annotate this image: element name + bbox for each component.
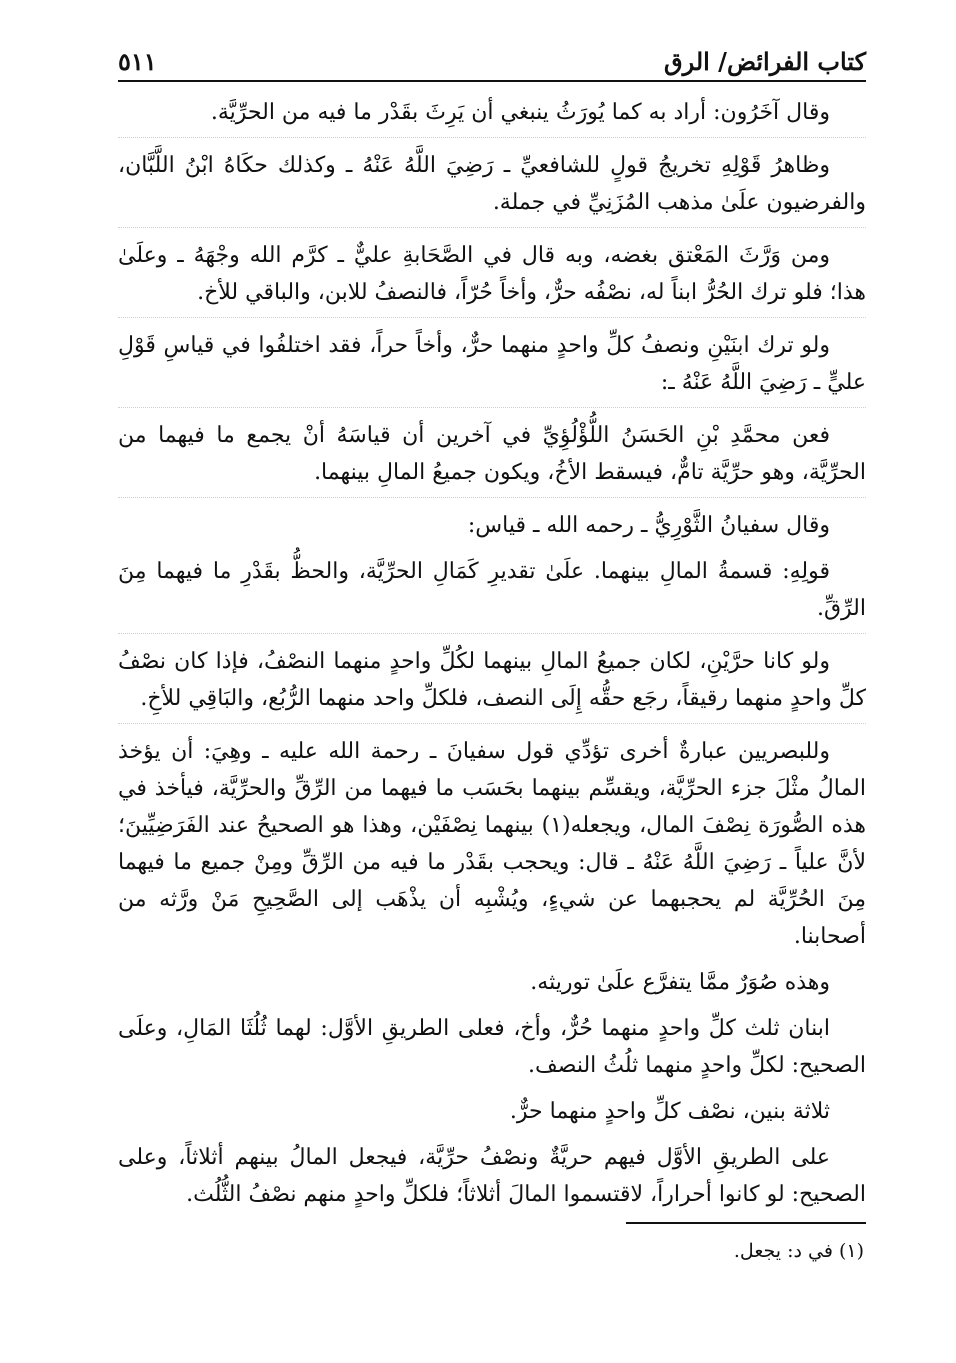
paragraph: ابنان ثلث كلِّ واحدٍ منهما حُرٌّ، وأخ، فعلى الطريقِ الأوَّل: لهما ثُلُثَا المَالِ، وعلَى الصحيح: لكلِّ واحدٍ منهما ثلُثُ النصف. [118,1016,866,1078]
paragraph: ولو كانا حرَّيْنِ، لكان جميعُ المالِ بينهما لكُلِّ واحدٍ منهما النصْفُ، فإذا كان نصْفُ كلِّ واحدٍ منهما رقيقاً، رجَع حقُّه إِلَى النصف، فلكلِّ واحد منهما الرُّبُع، والبَاقِي للأخِ. [118,643,866,724]
footnote: (١) في د: يجعل. [733,1240,864,1262]
paragraph: قولِهِ: قسمةُ المالِ بينهما. علَىٰ تقديرِ كَمَالِ الحرِّيَّة، والحظُّ بقَدْرِ ما فيهما مِنَ الرِّقِّ. [118,553,866,634]
page-number: ٥١١ [118,47,157,76]
main-text [118,94,866,1222]
paragraph: وقال آخَرُون: أراد به كما يُورَثُ ينبغي أن يَرِثَ بقَدْر ما فيه من الحرِّيَّة. [118,94,866,138]
paragraph: ولو ترك ابنَيْنِ ونصفُ كلِّ واحدٍ منهما حرٌّ، وأخاً حراً، فقد اختلفُوا في قياسِ قَوْلِ عليٍّ ـ رَضِيَ اللَّهُ عَنْهُ ـ: [118,327,866,408]
footnote-rule [626,1222,866,1224]
paragraph: على الطريقِ الأوَّل فيهم حريَّةٌ ونصْفُ حرِّيَّة، فيجعل المالُ بينهم أثلاثاً، وعلى الصحيح: لو كانوا أحراراً، لاقتسموا المالَ أثلاثاً؛ فلكلِّ واحدٍ منهم نصْفُ الثُّلُث. [118,1145,866,1207]
paragraph: وقال سفيانُ الثَّوْرِيُّ ـ رحمه الله ـ قياس: [467,513,830,538]
paragraph: فعن محمَّدِ بْنِ الحَسَنُ اللُّؤْلُؤِيِّ في آخرين أن قياسَهُ أنْ يجمع ما فيهما من الحرِّيَّة، وهو حرِّيَّة تامٌّ، فيسقط الأخُ، ويكون جميعُ المالِ بينهما. [118,417,866,498]
paragraph: ومن وَرَّثَ المَعْتق بغضه، وبه قال في الصَّحَابةِ عليٌّ ـ كرَّم الله وجْهَهُ ـ وعلَىٰ هذا؛ فلو ترك الحُرُّ ابناً له، نصْفُه حرٌّ، وأخاً حُرّاً، فالنصفُ للابن، والباقي للأخ. [118,237,866,318]
paragraph: وللبصريين عبارةٌ أخرى تؤدِّي قول سفيانَ ـ رحمة الله عليه ـ وهِيَ: أن يؤخذ المالُ مثْلَ جزء الحرِّيَّة، ويقسِّم بينهما بحَسَب ما فيهما من الرِّقِّ والحرِّيَّة، فيأخذ في هذه الصُّورَة نِصْفَ المال، ويجعله(١) بينهما نِصْفَيْن، وهذا هو الصحيحُ عند الفَرَضِيِّينَ؛ لأنَّ علياً ـ رَضِيَ اللَّهُ عَنْهُ ـ قال: ويحجب بقَدْر ما فيه من الرِّقِّ ومِنْ جميع ما فيهما مِنَ الحُرِّيَّة لم يحجبهما عن شيءٍ، ويُشْبِه أن يذْهَب إلى الصَّحِيحِ مَنْ ورَّثه من أصحابنا. [118,739,867,949]
page-header [118,34,866,76]
header-rule [118,80,866,82]
paragraph: ثلاثة بنين، نصْف كلِّ واحدٍ منهما حرٌّ. [509,1099,830,1124]
paragraph: وظاهرُ قَوْلِهِ تخريجُ قولٍ للشافعيِّ ـ رَضِيَ اللَّهُ عَنْهُ ـ وكذلك حكَاهُ ابْنُ اللَّبَّان، والفرضيون علَىٰ مذهب المُزَنِيِّ في جملة. [118,147,866,228]
running-title: كتاب الفرائض/ الرق [663,47,866,76]
paragraph: وهذه صُوَرٌ ممَّا يتفرَّع علَىٰ توريثه. [530,970,830,995]
